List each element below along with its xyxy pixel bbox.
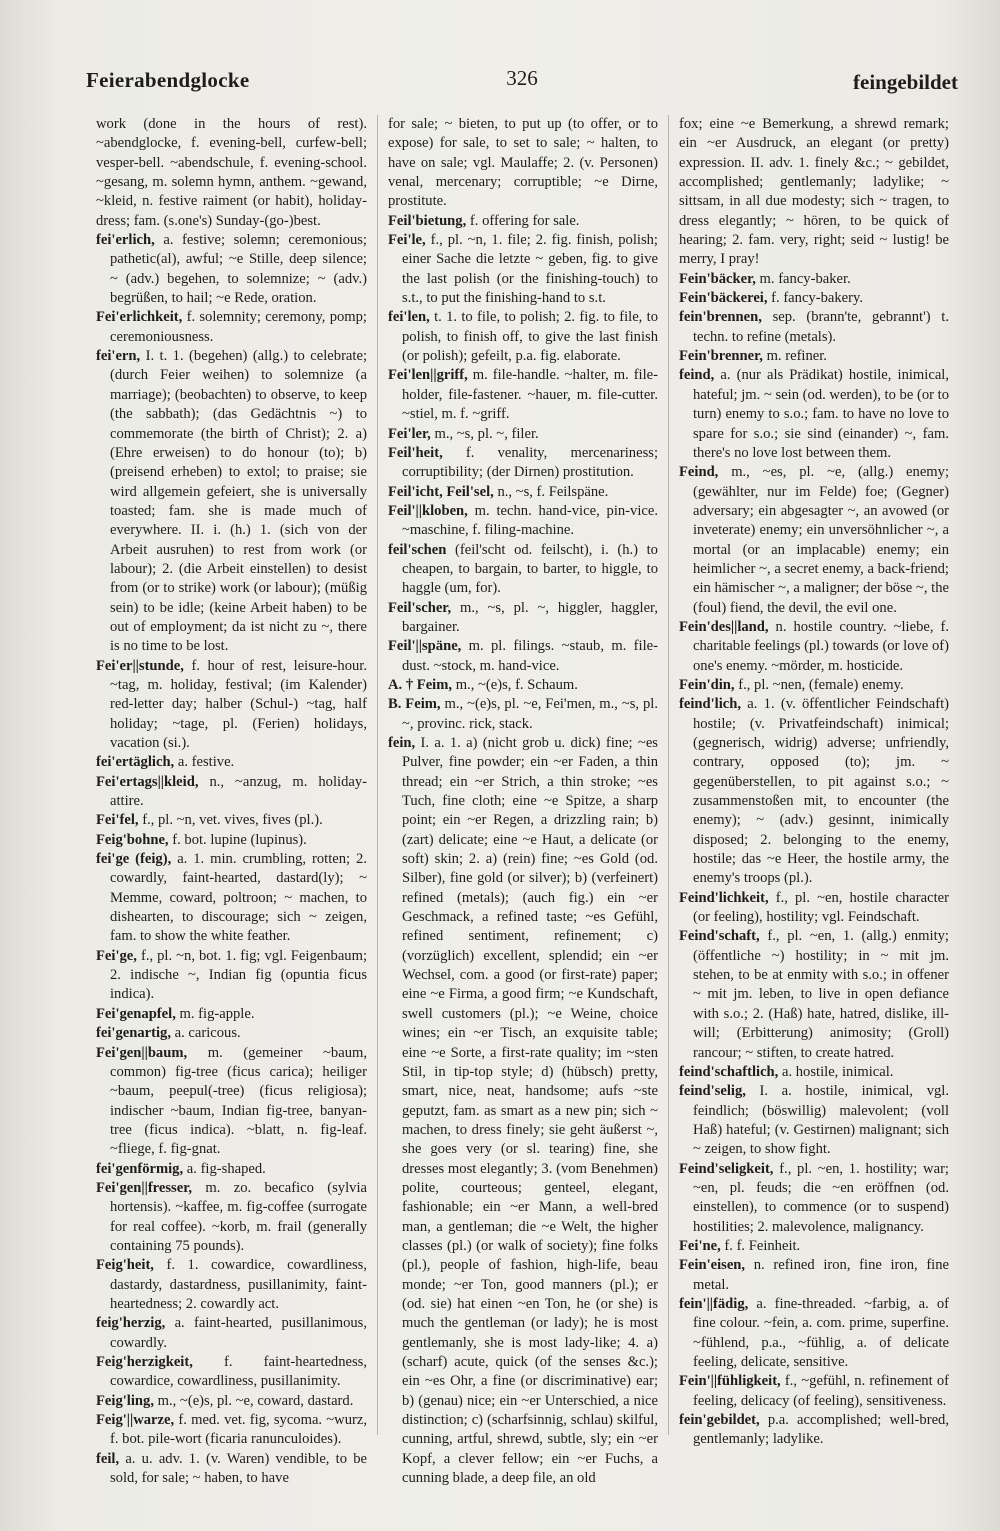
dictionary-entry	[96, 1411, 367, 1450]
entry-headword: fei'ge (feig),	[96, 851, 172, 868]
entry-definition: sep. (brann'te, gebrannt') t. techn. to refine (metals).	[693, 309, 949, 345]
dictionary-entry	[96, 1024, 367, 1043]
entry-headword: feind'lich,	[679, 696, 742, 713]
dictionary-entry	[96, 231, 367, 308]
entry-definition: a. u. adv. 1. (v. Waren) vendible, to be sold, for sale; ~ haben, to have	[110, 1450, 367, 1487]
column-middle	[377, 115, 668, 1487]
dictionary-entry	[388, 425, 658, 444]
entry-definition: f. med. vet. fig, sycoma. ~wurz, f. bot. pile-wort (ficaria ranunculoides).	[110, 1412, 367, 1448]
entry-definition: f. faint-heartedness, cowardice, cowardliness, pusillanimity.	[110, 1354, 367, 1390]
page-header	[86, 64, 958, 104]
entry-headword: B. Feim,	[388, 696, 441, 713]
dictionary-entry	[679, 1237, 949, 1256]
entry-definition: m. zo. becafico (sylvia hortensis). ~kaffee, m. fig-coffee (surrogate for real coffee). ~korb, m. frail (generally containing 75 pounds).	[110, 1179, 367, 1254]
entry-definition: f. hour of rest, leisure-hour. ~tag, m. holiday, festival; (im Kalender) red-letter day; halber (Schul-) ~tag, half holiday; ~tage, pl. (Ferien) holidays, vacation (si.).	[110, 657, 367, 751]
dictionary-entry	[679, 889, 949, 928]
entry-headword: Fei'genapfel,	[96, 1005, 176, 1022]
entry-headword: feig'herzig,	[96, 1315, 166, 1332]
entry-definition: f., pl. ~nen, (female) enemy.	[738, 676, 904, 693]
entry-definition: fox; eine ~e Bemerkung, a shrewd remark; ein ~er Ausdruck, an elegant (or pretty) expression. II. adv. 1. finely &c.; ~ gebildet, accomplished; gentlemanly; ladylike; ~ sittsam, in all due modesty; sich ~ tragen, to dress elegantly; ~ hören, to be quick of hearing; 2. fam. very, right; seid ~ lustig! be merry, I pray!	[679, 116, 949, 268]
entry-definition: t. 1. to file, to polish; 2. fig. to file, to polish, to finish off, to give the last finish (or polish); gefeilt, p.a. fig. elaborate.	[402, 309, 658, 365]
dictionary-entry	[96, 1314, 367, 1353]
entry-headword: Feig'herzigkeit,	[96, 1354, 193, 1370]
dictionary-entry	[96, 811, 367, 830]
dictionary-entry	[679, 618, 949, 676]
dictionary-entry	[679, 463, 949, 618]
entry-headword: fei'ertäglich,	[96, 754, 175, 771]
entry-headword: Fei'ler,	[388, 425, 431, 442]
entry-headword: Feil'scher,	[388, 599, 452, 616]
column-right	[668, 115, 959, 1448]
entry-definition: n., ~s, f. Feilspäne.	[497, 483, 609, 500]
entry-definition: f., pl. ~n, bot. 1. fig; vgl. Feigenbaum; 2. indische ~, Indian fig (opuntia ficus indica).	[110, 947, 367, 1003]
entry-definition: m. pl. filings. ~staub, m. file-dust. ~stock, m. hand-vice.	[402, 638, 658, 674]
entry-headword: fein'gebildet,	[679, 1412, 760, 1429]
dictionary-entry	[679, 1063, 949, 1082]
dictionary-entry	[96, 850, 367, 947]
header-right-guideword: feingebildet	[853, 70, 958, 94]
dictionary-entry	[679, 289, 949, 308]
page-number: 326	[506, 66, 538, 90]
entry-headword: fei'erlich,	[96, 232, 155, 249]
entry-headword: fei'genförmig,	[96, 1160, 184, 1177]
dictionary-entry	[679, 1372, 949, 1411]
dictionary-entry	[96, 1450, 367, 1489]
entry-definition: f., ~gefühl, n. refinement of feeling, delicacy (of feeling), sensitiveness.	[693, 1373, 949, 1409]
entry-headword: Fein'brenner,	[679, 348, 763, 365]
entry-definition: m., ~s, pl. ~, higgler, haggler, bargainer.	[402, 599, 658, 635]
entry-headword: Fein'din,	[679, 676, 735, 693]
entry-definition: m. file-handle. ~halter, m. file-holder, file-fastener. ~hauer, m. file-cutter. ~stiel, m. f. ~griff.	[402, 367, 659, 423]
entry-definition: m., ~es, pl. ~e, (allg.) enemy; (gewählter, nur im Felde) foe; (Gegner) adversary; ein abgesagter ~, an avowed (or inveterate) enemy; ein unversöhnlicher ~, a mortal (or an implacable) enemy; ein heimlicher ~, a secret enemy, a back-friend; ein hämischer ~, a maligner; der böse ~, the (foul) fiend, the devil, the evil one.	[693, 464, 949, 616]
entry-headword: Feil'bietung,	[388, 212, 467, 229]
dictionary-entry	[96, 1256, 367, 1314]
entry-headword: Fei'er||stunde,	[96, 657, 184, 674]
entry-definition: for sale; ~ bieten, to put up (to offer, or to expose) for sale, to set to sale; ~ halten, to have on sale; vgl. Maulaffe; 2. (v. Personen) venal, mercenary; corruptible; ~e Dirne, prostitute.	[388, 116, 658, 210]
entry-headword: Fei'fel,	[96, 812, 139, 829]
entry-headword: Feil'icht, Feil'sel,	[388, 483, 494, 500]
dictionary-entry	[679, 308, 949, 347]
entry-headword: feind'selig,	[679, 1083, 746, 1100]
entry-definition: I. a. hostile, inimical, vgl. feindlich; (böswillig) malevolent; (voll Haß) hateful; (v. Gestirnen) malignant; sich ~ zeigen, to show fight.	[693, 1083, 950, 1158]
entry-definition: a. festive.	[177, 754, 235, 771]
entry-headword: Fei'gen||baum,	[96, 1044, 188, 1061]
entry-headword: Feil'||kloben,	[388, 502, 468, 519]
entry-headword: Fein'bäcker,	[679, 270, 756, 287]
dictionary-entry	[96, 347, 367, 657]
entry-definition: I. t. 1. (begehen) (allg.) to celebrate; (durch Feier weihen) to solemnize (a marriage); (beobachten) to observe, to keep (the sabbath); (das Gedächtnis ~) to commemorate (the birth of Christ); 2. a) (Ehre erweisen) to do honour (to); b) (preisend erheben) to extol; to praise; sie wird allgemein gefeiert, she is universally toasted; fam. she is made much of everywhere. II. i. (h.) 1. (sich von der Arbeit ausruhen) to rest from work (or labour); 2. (die Arbeit einstellen) to desist from (or to strike) work (or labour); (müßig sein) to be idle; (keine Arbeit haben) to be out of employment; da ist nicht zu ~, there is no time to be lost.	[110, 348, 367, 655]
entry-headword: Fein'bäckerei,	[679, 290, 768, 307]
entry-headword: Feind'lichkeit,	[679, 889, 769, 906]
dictionary-entry	[679, 1082, 949, 1159]
entry-headword: feind,	[679, 367, 715, 384]
entry-headword: Fein'des||land,	[679, 618, 769, 635]
entry-definition: f. f. Feinheit.	[724, 1237, 801, 1254]
dictionary-entry	[96, 657, 367, 754]
entry-definition: n. hostile country. ~liebe, f. charitable feelings (pl.) towards (or love of) one's enemy. ~mörder, m. hosticide.	[693, 618, 949, 674]
entry-headword: Fei'gen||fresser,	[96, 1179, 192, 1196]
entry-definition: m. fig-apple.	[179, 1005, 255, 1022]
dictionary-entry	[388, 231, 658, 308]
entry-definition: a. 1. min. crumbling, rotten; 2. cowardly, faint-hearted, dastard(ly); ~ Memme, coward, poltroon; ~ machen, to dishearten, to discourage; sich ~ zeigen, fam. to show the white feather.	[110, 851, 367, 945]
dictionary-entry	[388, 599, 658, 638]
entry-definition: m. fancy-baker.	[759, 270, 851, 287]
dictionary-entry	[96, 1160, 367, 1179]
entry-headword: Feig'ling,	[96, 1392, 154, 1409]
dictionary-entry	[388, 541, 658, 599]
entry-definition: m. (gemeiner ~baum, common) fig-tree (ficus carica); heiliger ~baum, peepul(-tree) (ficus religiosa); indischer ~baum, Indian fig-tree, banyan-tree (ficus indica). ~blatt, n. fig-leaf. ~fliege, f. fig-gnat.	[110, 1044, 367, 1158]
entry-definition: a. fine-threaded. ~farbig, a. of fine colour. ~fein, a. com. prime, superfine. ~fühlend, p.a., ~fühlig, a. of delicate feeling, delicate, sensitive.	[693, 1295, 950, 1370]
entry-definition: work (done in the hours of rest). ~abendglocke, f. evening-bell, curfew-bell; vesper-bell. ~abendschule, f. evening-school. ~gesang, m. solemn hymn, anthem. ~gewand, ~kleid, n. festive raiment (or habit), holiday-dress; fam. (s.one's) Sunday-(go-)best.	[96, 116, 367, 229]
dictionary-entry	[388, 502, 658, 541]
entry-definition: f. solemnity; ceremony, pomp; ceremoniousness.	[110, 309, 367, 345]
entry-definition: f., pl. ~en, 1. hostility; war; ~en, pl. feuds; die ~en eröffnen (od. einstellen), to commence (or to suspend) hostilities; 2. malevolence, malignancy.	[693, 1160, 949, 1235]
entry-definition: a. faint-hearted, pusillanimous, cowardly.	[110, 1315, 367, 1351]
dictionary-entry	[96, 773, 367, 812]
entry-definition: a. caricous.	[174, 1025, 241, 1042]
entry-definition: f. bot. lupine (lupinus).	[172, 831, 307, 848]
dictionary-entry	[388, 734, 658, 1488]
dictionary-entry	[96, 947, 367, 1005]
dictionary-entry	[679, 115, 949, 270]
entry-definition: m., ~(e)s, pl. ~e, Fei'men, m., ~s, pl. ~, provinc. rick, stack.	[402, 696, 658, 732]
dictionary-entry	[96, 831, 367, 850]
entry-headword: Feil'heit,	[388, 444, 443, 461]
entry-headword: fein,	[388, 735, 416, 751]
entry-headword: Fei'ne,	[679, 1237, 721, 1254]
entry-definition: f. fancy-bakery.	[771, 290, 863, 307]
entry-headword: fei'ern,	[96, 348, 141, 365]
entry-headword: Fei'erlichkeit,	[96, 309, 183, 326]
dictionary-entry	[679, 1160, 949, 1237]
entry-headword: Feind,	[679, 464, 719, 481]
entry-headword: Fei'le,	[388, 232, 426, 249]
dictionary-entry	[96, 1179, 367, 1256]
dictionary-entry	[388, 444, 658, 483]
entry-definition: I. a. 1. a) (nicht grob u. dick) fine; ~es Pulver, fine powder; ein ~er Faden, a thin thread; ein ~er Strich, a thin stroke; ~es Tuch, fine cloth; eine ~e Spitze, a sharp point; ein ~er Regen, a drizzling rain; b) (zart) delicate; eine ~e Haut, a delicate (or soft) skin; 2. a) (rein) fine; ~es Gold (od. Silber), fine gold (or silver); b) (verfeinert) refined (metals); (auch fig.) ein ~er Geschmack, a refined taste; ~es Gefühl, refined sentiment, refinement; c) (vorzüglich) excellent, splendid; ein ~er Wechsel, com. a good (or first-rate) paper; eine ~e Firma, a good firm; ~e Kundschaft, swell customers (pl.); ~e Weine, choice wines; ein ~er Tisch, an exquisite table; eine ~e Sorte, a first-rate quality; im ~sten Stil, in tip-top style; d) (hübsch) pretty, smart, nice, neat, handsome; aufs ~ste geputzt, fam. as smart as a new pin; sich ~ machen, to dress finely; sie geht äußerst ~, she goes very (or sl. tearing) fine, she dresses most elegantly; 3. (vom Benehmen) polite, courteous; genteel, elegant, fashionable; ein ~er Mann, a well-bred man, a gentleman; die ~e Welt, the higher classes (pl.) (or walk of society); fine folks (pl.), people of fashion, high-life, beau monde; ~er Ton, good manners (pl.); er (od. sie) hat einen ~en Ton, he (or she) is much the gentleman (or lady); he is most gentlemanly, she is most lady-like; 4. a) (scharf) acute, quick (of the senses &c.); ein ~es Ohr, a fine (or discriminative) ear; b) (genau) nice; ein ~er Unterschied, a nice distinction; c) (scharfsinnig, schlau) skilful, cunning, artful, shrewd, subtle, sly; ein ~er Kopf, a clever fellow; ein ~er Fuchs, a cunning blade, a deep file, an old	[402, 735, 658, 1487]
entry-headword: Fein'||fühligkeit,	[679, 1373, 781, 1390]
dictionary-entry	[388, 695, 658, 734]
dictionary-entry	[96, 115, 367, 231]
entry-definition: a. fig-shaped.	[186, 1160, 266, 1177]
entry-definition: m., ~(e)s, f. Schaum.	[455, 676, 578, 693]
entry-headword: feil'schen	[388, 541, 447, 558]
entry-definition: m., ~(e)s, pl. ~e, coward, dastard.	[157, 1392, 354, 1409]
entry-headword: Fei'ertags||kleid,	[96, 773, 199, 790]
dictionary-entry	[679, 676, 949, 695]
dictionary-columns	[86, 115, 961, 1487]
entry-definition: m., ~s, pl. ~, filer.	[434, 425, 539, 442]
dictionary-entry	[388, 212, 658, 231]
entry-headword: fei'len,	[388, 309, 430, 326]
entry-headword: fein'brennen,	[679, 309, 762, 326]
dictionary-entry	[96, 1392, 367, 1411]
entry-headword: Feil'||späne,	[388, 638, 462, 655]
dictionary-entry	[679, 1295, 949, 1372]
entry-definition: m. techn. hand-vice, pin-vice. ~maschine, f. filing-machine.	[402, 502, 658, 539]
entry-definition: a. (nur als Prädikat) hostile, inimical, hateful; jm. ~ sein (od. werden), to be (or to turn) enemy to s.o.; fam. to have no love to spare for s.o.; sie sind (einander) ~, fam. there's no love lost between them.	[693, 367, 949, 461]
dictionary-entry	[96, 1353, 367, 1392]
entry-definition: p.a. accomplished; well-bred, gentlemanly; ladylike.	[693, 1412, 949, 1448]
entry-definition: f., pl. ~n, 1. file; 2. fig. finish, polish; einer Sache die letzte ~ geben, fig. to give the last polish (or the finishing-touch) to s.t., to put the finishing-hand to s.t.	[402, 232, 658, 307]
entry-definition: (feil'scht od. feilscht), i. (h.) to cheapen, to bargain, to barter, to higgle, to haggle (um, for).	[402, 541, 658, 597]
dictionary-entry	[388, 676, 658, 695]
dictionary-entry	[388, 637, 658, 676]
entry-definition: f. 1. cowardice, cowardliness, dastardy, dastardness, pusillanimity, faint-heartedness; 2. cowardly act.	[110, 1257, 367, 1312]
entry-definition: n. refined iron, fine iron, fine metal.	[693, 1257, 950, 1293]
dictionary-entry	[679, 1256, 949, 1295]
dictionary-entry	[388, 366, 658, 424]
entry-headword: Feig'heit,	[96, 1257, 154, 1274]
entry-definition: f., pl. ~n, vet. vives, fives (pl.).	[142, 812, 323, 829]
entry-headword: Feind'schaft,	[679, 928, 760, 945]
entry-headword: Fei'ge,	[96, 947, 137, 964]
entry-definition: n., ~anzug, m. holiday-attire.	[110, 773, 368, 810]
dictionary-entry	[96, 308, 367, 347]
entry-headword: feind'schaftlich,	[679, 1063, 779, 1080]
entry-definition: a. festive; solemn; ceremonious; pathetic(al), awful; ~e Stille, deep silence; ~ (adv.) begehen, to solemnize; ~ (adv.) begrüßen, to hail; ~e Rede, oration.	[110, 232, 367, 307]
header-left-guideword: Feierabendglocke	[86, 68, 250, 92]
column-left	[86, 115, 377, 1487]
entry-definition: a. 1. (v. öffentlicher Feindschaft) hostile; (v. Privatfeindschaft) inimical; (gegnerisch, widrig) adverse; unfriendly, contrary, opposed (to); jm. ~ gegenüberstellen, to pit against s.o.; ~ zusammenstoßen mit, to encounter (the enemy); ~ (adv.) gesinnt, inimically disposed; 2. belonging to the enemy, hostile; das ~e Heer, the hostile army, the enemy's troops (pl.).	[693, 696, 949, 887]
dictionary-entry	[388, 115, 658, 212]
entry-headword: Feig'bohne,	[96, 831, 169, 848]
dictionary-entry	[96, 1005, 367, 1024]
entry-definition: a. hostile, inimical.	[781, 1063, 894, 1080]
entry-headword: fei'genartig,	[96, 1025, 171, 1042]
entry-definition: f., pl. ~en, hostile character (or feeling), hostility; vgl. Feindschaft.	[693, 889, 949, 926]
dictionary-entry	[679, 1411, 949, 1450]
entry-headword: feil,	[96, 1450, 120, 1467]
entry-headword: fein'||fädig,	[679, 1295, 749, 1312]
entry-definition: m. refiner.	[766, 348, 827, 365]
entry-headword: Fein'eisen,	[679, 1257, 746, 1274]
entry-definition: f., pl. ~en, 1. (allg.) enmity; (öffentliche ~) hostility; in ~ mit jm. stehen, to be at enmity with s.o.; in offener ~ mit jm. leben, to live in open defiance with s.o.; 2. (Haß) hate, hatred, dislike, ill-will; (Erbitterung) animosity; (Groll) rancour; ~ stiften, to create hatred.	[693, 928, 949, 1061]
dictionary-entry	[96, 753, 367, 772]
dictionary-entry	[679, 366, 949, 463]
entry-headword: Feig'||warze,	[96, 1412, 175, 1429]
entry-headword: A. † Feim,	[388, 676, 453, 693]
dictionary-entry	[679, 695, 949, 888]
dictionary-entry	[679, 347, 949, 366]
entry-headword: Fei'len||griff,	[388, 367, 468, 384]
dictionary-entry	[388, 308, 658, 366]
entry-headword: Feind'seligkeit,	[679, 1160, 774, 1177]
dictionary-entry	[388, 483, 658, 502]
dictionary-entry	[679, 270, 949, 289]
dictionary-entry	[96, 1044, 367, 1160]
dictionary-entry	[679, 927, 949, 1062]
entry-definition: f. venality, mercenariness; corruptibility; (der Dirnen) prostitution.	[402, 444, 658, 481]
entry-definition: f. offering for sale.	[469, 212, 580, 229]
